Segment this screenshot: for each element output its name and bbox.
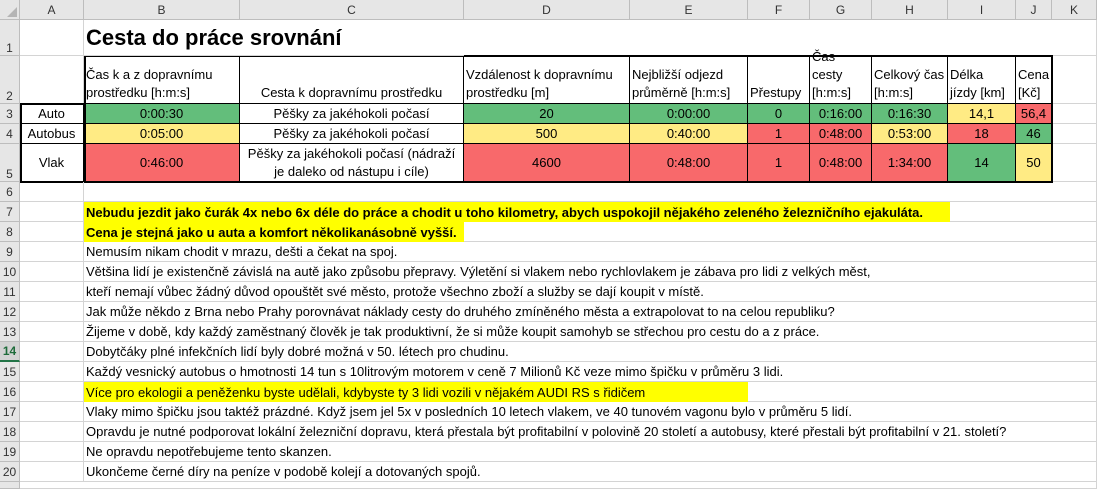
header-i-distance-km[interactable]: Délka jízdy [km]	[948, 56, 1016, 104]
note-row-17[interactable]: Vlaky mimo špičku jsou taktéž prázdné. Když jsem jel 5x v posledních 10 letech vlakem, ve 40 tunovém vagonu bylo v průměru 5 lidí.	[84, 402, 1097, 422]
cell-a10[interactable]	[20, 262, 84, 282]
cell-a6[interactable]	[20, 182, 84, 202]
cell-a8[interactable]	[20, 222, 84, 242]
note-row-16[interactable]: Více pro ekologii a peněženku byste udělali, kdybyste ty 3 lidi vozili v nějakém AUDI RS s řidičem	[84, 382, 748, 402]
cell-a21[interactable]	[20, 482, 1097, 489]
cell-f5[interactable]: 1	[748, 144, 810, 182]
header-d-distance[interactable]: Vzdálenost k dopravnímu prostředku [m]	[464, 56, 630, 104]
cell-a15[interactable]	[20, 362, 84, 382]
row-header-1[interactable]: 1	[0, 20, 20, 56]
cell-b4[interactable]: 0:05:00	[84, 124, 240, 144]
cell-a2[interactable]	[20, 56, 84, 104]
cell-a16[interactable]	[20, 382, 84, 402]
note-row-11[interactable]: kteří nemají vůbec žádný důvod opouštět své město, protože všechno zboží a služby se dají koupit v místě.	[84, 282, 1097, 302]
cell-a18[interactable]	[20, 422, 84, 442]
row-header-13[interactable]: 13	[0, 322, 20, 342]
header-e-departure[interactable]: Nejbližší odjezd průměrně [h:m:s]	[630, 56, 748, 104]
row-header-4[interactable]: 4	[0, 124, 20, 144]
cell-a20[interactable]	[20, 462, 84, 482]
note-row-10[interactable]: Většina lidí je existenčně závislá na autě jako způsobu přepravy. Výletění si vlakem nebo rychlovlakem je zábava pro lidi z velkých měst,	[84, 262, 1097, 282]
cell-h5[interactable]: 1:34:00	[872, 144, 948, 182]
note-row-15[interactable]: Každý vesnický autobus o hmotnosti 14 tun s 10litrovým motorem v ceně 7 Milionů Kč veze mimo špičku v průměru 3 lidi.	[84, 362, 1097, 382]
cell-b5[interactable]: 0:46:00	[84, 144, 240, 182]
cell-i5[interactable]: 14	[948, 144, 1016, 182]
cell-h4[interactable]: 0:53:00	[872, 124, 948, 144]
row-header-10[interactable]: 10	[0, 262, 20, 282]
cell-c4[interactable]: Pěšky za jakéhokoli počasí	[240, 124, 464, 144]
cell-e5[interactable]: 0:48:00	[630, 144, 748, 182]
cell-f3[interactable]: 0	[748, 104, 810, 124]
column-header-h[interactable]: H	[872, 0, 948, 20]
row-header-15[interactable]: 15	[0, 362, 20, 382]
cell-a1[interactable]	[20, 20, 84, 56]
cell-i4[interactable]: 18	[948, 124, 1016, 144]
row-header-8[interactable]: 8	[0, 222, 20, 242]
cell-d5[interactable]: 4600	[464, 144, 630, 182]
note-row-8[interactable]: Cena je stejná jako u auta a komfort několikanásobně vyšší.	[84, 222, 464, 242]
column-header-j[interactable]: J	[1016, 0, 1052, 20]
header-b-time-to-vehicle[interactable]: Čas k a z dopravnímu prostředku [h:m:s]	[84, 56, 240, 104]
header-c-way-to-vehicle[interactable]: Cesta k dopravnímu prostředku	[240, 56, 464, 104]
cell-d4[interactable]: 500	[464, 124, 630, 144]
cell-g3[interactable]: 0:16:00	[810, 104, 872, 124]
note-row-13[interactable]: Žijeme v době, kdy každý zaměstnaný člověk je tak produktivní, že si může koupit samohyb se střechou pro cestu do a z práce.	[84, 322, 1097, 342]
header-f-transfers[interactable]: Přestupy	[748, 56, 810, 104]
row-header-20[interactable]: 20	[0, 462, 20, 482]
row-header-2[interactable]: 2	[0, 56, 20, 104]
cell-f4[interactable]: 1	[748, 124, 810, 144]
row-header-12[interactable]: 12	[0, 302, 20, 322]
note-row-20[interactable]: Ukončeme černé díry na peníze v podobě kolejí a dotovaných spojů.	[84, 462, 1097, 482]
row-header-5[interactable]: 5	[0, 144, 20, 182]
cell-h3[interactable]: 0:16:30	[872, 104, 948, 124]
column-header-c[interactable]: C	[240, 0, 464, 20]
cell-a7[interactable]	[20, 202, 84, 222]
row-label-vlak[interactable]: Vlak	[20, 144, 84, 182]
cell-a9[interactable]	[20, 242, 84, 262]
column-header-a[interactable]: A	[20, 0, 84, 20]
header-h-total-time[interactable]: Celkový čas [h:m:s]	[872, 56, 948, 104]
column-header-k[interactable]: K	[1052, 0, 1097, 20]
note-row-19[interactable]: Ne opravdu nepotřebujeme tento skanzen.	[84, 442, 1097, 462]
column-header-e[interactable]: E	[630, 0, 748, 20]
note-row-14[interactable]: Dobytčáky plné infekčních lidí byly dobré možná v 50. létech pro chudinu.	[84, 342, 1097, 362]
cell-d1[interactable]	[464, 20, 1097, 56]
row-header-18[interactable]: 18	[0, 422, 20, 442]
note-row-7[interactable]: Nebudu jezdit jako čurák 4x nebo 6x déle do práce a chodit u toho kilometry, abych uspokojil nějakého zeleného železničního ejakuláta.	[84, 202, 950, 222]
cell-a14[interactable]	[20, 342, 84, 362]
cell-g4[interactable]: 0:48:00	[810, 124, 872, 144]
row-header-17[interactable]: 17	[0, 402, 20, 422]
cell-e4[interactable]: 0:40:00	[630, 124, 748, 144]
row-label-auto[interactable]: Auto	[20, 104, 84, 124]
cell-k2[interactable]	[1052, 56, 1097, 104]
cell-k4[interactable]	[1052, 124, 1097, 144]
row-header-14[interactable]: 14	[0, 342, 20, 362]
cell-a11[interactable]	[20, 282, 84, 302]
row-header-19[interactable]: 19	[0, 442, 20, 462]
note-row-18[interactable]: Opravdu je nutné podporovat lokální železniční dopravu, která přestala být profitabilní v polovině 20 století a autobusy, které přestali být profitabilní v 21. století?	[84, 422, 1097, 442]
cell-g5[interactable]: 0:48:00	[810, 144, 872, 182]
row-header-3[interactable]: 3	[0, 104, 20, 124]
row-header-21[interactable]	[0, 482, 20, 489]
cell-e3[interactable]: 0:00:00	[630, 104, 748, 124]
row-header-7[interactable]: 7	[0, 202, 20, 222]
cell-c5[interactable]: Pěšky za jakéhokoli počasí (nádraží je daleko od nástupu i cíle)	[240, 144, 464, 182]
cell-j3[interactable]: 56,4	[1016, 104, 1052, 124]
cell-c3[interactable]: Pěšky za jakéhokoli počasí	[240, 104, 464, 124]
column-header-i[interactable]: I	[948, 0, 1016, 20]
cell-d3[interactable]: 20	[464, 104, 630, 124]
select-all-corner[interactable]	[0, 0, 20, 20]
column-header-f[interactable]: F	[748, 0, 810, 20]
cell-j5[interactable]: 50	[1016, 144, 1052, 182]
cell-a13[interactable]	[20, 322, 84, 342]
cell-k3[interactable]	[1052, 104, 1097, 124]
row-header-9[interactable]: 9	[0, 242, 20, 262]
cell-i3[interactable]: 14,1	[948, 104, 1016, 124]
row-header-11[interactable]: 11	[0, 282, 20, 302]
note-row-9[interactable]: Nemusím nikam chodit v mrazu, dešti a čekat na spoj.	[84, 242, 1097, 262]
cell-k5[interactable]	[1052, 144, 1097, 182]
row-header-16[interactable]: 16	[0, 382, 20, 402]
cell-a19[interactable]	[20, 442, 84, 462]
column-header-g[interactable]: G	[810, 0, 872, 20]
cell-j4[interactable]: 46	[1016, 124, 1052, 144]
cell-a12[interactable]	[20, 302, 84, 322]
cell-a17[interactable]	[20, 402, 84, 422]
column-header-b[interactable]: B	[84, 0, 240, 20]
column-header-d[interactable]: D	[464, 0, 630, 20]
sheet-title[interactable]: Cesta do práce srovnání	[84, 20, 464, 56]
cell-b6[interactable]	[84, 182, 1097, 202]
row-label-autobus[interactable]: Autobus	[20, 124, 84, 144]
row-header-6[interactable]: 6	[0, 182, 20, 202]
header-j-price[interactable]: Cena [Kč]	[1016, 56, 1052, 104]
header-g-travel-time[interactable]: Čas cesty [h:m:s]	[810, 56, 872, 104]
cell-b3[interactable]: 0:00:30	[84, 104, 240, 124]
note-row-12[interactable]: Jak může někdo z Brna nebo Prahy porovnávat náklady cesty do druhého zmíněného města a extrapolovat to na celou republiku?	[84, 302, 1097, 322]
